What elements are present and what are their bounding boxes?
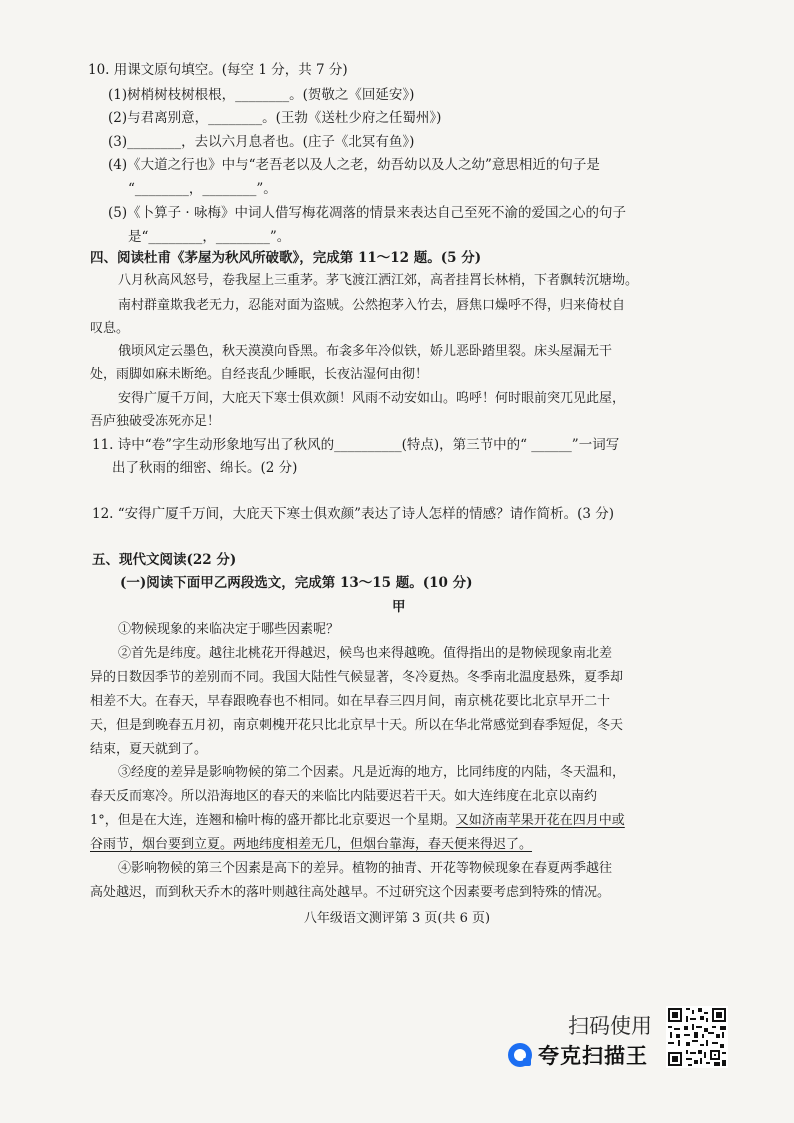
section-5-subtitle: (一)阅读下面甲乙两段选文，完成第 13～15 题。(10 分)	[120, 575, 473, 591]
passage-para-3-line2: 春天反而寒冷。所以沿海地区的春天的来临比内陆要迟若干天。如大连纬度在北京以南约	[90, 789, 598, 804]
poem-stanza-4-line2: 吾庐独破受冻死亦足！	[90, 414, 221, 429]
q12: 12. “安得广厦千万间，大庇天下寒士俱欢颜”表达了诗人怎样的情感？请作简析。(3 分)	[92, 506, 614, 522]
passage-para-2-line1: ②首先是纬度。越往北桃花开得越迟，候鸟也来得越晚。值得指出的是物候现象南北差	[118, 646, 613, 661]
poem-stanza-1: 八月秋高风怒号，卷我屋上三重茅。茅飞渡江洒江郊，高者挂罥长林梢，下者飘转沉塘坳。	[118, 273, 639, 288]
scanner-brand	[508, 1040, 648, 1070]
page-footer: 八年级语文测评第 3 页(共 6 页)	[303, 911, 491, 926]
qr-code-icon[interactable]	[666, 1006, 728, 1068]
passage-jia-heading: 甲	[392, 599, 406, 615]
poem-stanza-2-line1: 南村群童欺我老无力，忍能对面为盗贼。公然抱茅入竹去，唇焦口燥呼不得，归来倚杖自	[118, 298, 626, 313]
passage-para-2-line5: 结束，夏天就到了。	[90, 742, 208, 757]
q10-title: 10. 用课文原句填空。(每空 1 分，共 7 分)	[88, 62, 348, 78]
passage-para-2-line4: 天，但是到晚春五月初，南京刺槐开花只比北京早十天。所以在华北常感觉到春季短促，冬天	[90, 718, 624, 733]
q10-item-1: (1)树梢树枝树根根，________。(贺敬之《回延安》)	[108, 87, 415, 103]
quark-logo-icon	[508, 1043, 532, 1067]
poem-stanza-4-line1: 安得广厦千万间，大庇天下寒士俱欢颜！风雨不动安如山。呜呼！何时眼前突兀见此屋，	[118, 391, 626, 406]
passage-para-1: ①物候现象的来临决定于哪些因素呢？	[118, 622, 340, 637]
poem-stanza-3-line1: 俄顷风定云墨色，秋天漠漠向昏黑。布衾多年冷似铁，娇儿恶卧踏里裂。床头屋漏无干	[118, 344, 613, 359]
passage-para-3-line1: ③经度的差异是影响物候的第二个因素。凡是近海的地方，比同纬度的内陆，冬天温和，	[118, 765, 626, 780]
passage-para-4-line1: ④影响物候的第三个因素是高下的差异。植物的抽青、开花等物候现象在春夏两季越往	[118, 861, 613, 876]
poem-stanza-3-line2: 处，雨脚如麻未断绝。自经丧乱少睡眠，长夜沾湿何由彻！	[90, 367, 429, 382]
passage-para-3-underlined-start: 又如济南苹果开花在四月中或	[455, 813, 625, 828]
scan-to-use-label: 扫码使用	[568, 1014, 652, 1038]
section-4-title: 四、阅读杜甫《茅屋为秋风所破歌》，完成第 11～12 题。(5 分)	[90, 250, 482, 266]
q11-line1: 11. 诗中“卷”字生动形象地写出了秋风的__________(特点)，第三节中的“ ______”一词写	[92, 437, 620, 453]
section-5-title: 五、现代文阅读(22 分)	[92, 552, 237, 568]
poem-stanza-2-line2: 叹息。	[90, 321, 130, 336]
passage-para-2-line2: 异的日数因季节的差别而不同。我国大陆性气候显著，冬冷夏热。冬季南北温度悬殊，夏季却	[90, 670, 624, 685]
passage-para-3-line3	[90, 812, 625, 830]
q10-item-2: (2)与君离别意，________。(王勃《送杜少府之任蜀州》)	[108, 110, 442, 126]
passage-para-3-underlined-end: 谷雨节，烟台要到立夏。两地纬度相差无几，但烟台靠海，春天便来得迟了。	[90, 837, 533, 852]
q10-item-4-line1: (4)《大道之行也》中与“老吾老以及人之老，幼吾幼以及人之幼”意思相近的句子是	[108, 157, 600, 173]
passage-para-4-line2: 高处越迟，而到秋天乔木的落叶则越往高处越早。不过研究这个因素要考虑到特殊的情况。	[90, 885, 611, 900]
brand-name: 夸克扫描王	[538, 1044, 648, 1068]
passage-para-3-line3-plain: 1°，但是在大连，连翘和榆叶梅的盛开都比北京要迟一个星期。	[90, 813, 456, 828]
q10-item-3: (3)________，去以六月息者也。(庄子《北冥有鱼》)	[108, 134, 415, 150]
q10-item-5-line2: 是“________，________”。	[128, 229, 291, 245]
passage-para-2-line3: 相差不大。在春天，早春跟晚春也不相同。如在早春三四月间，南京桃花要比北京早开二十	[90, 694, 611, 709]
q11-line2: 出了秋雨的细密、绵长。(2 分)	[112, 460, 298, 476]
q10-item-4-line2: “________，________”。	[128, 181, 277, 197]
q10-item-5-line1: (5)《卜算子 · 咏梅》中词人借写梅花凋落的情景来表达自己至死不渝的爱国之心的句子	[108, 205, 626, 221]
